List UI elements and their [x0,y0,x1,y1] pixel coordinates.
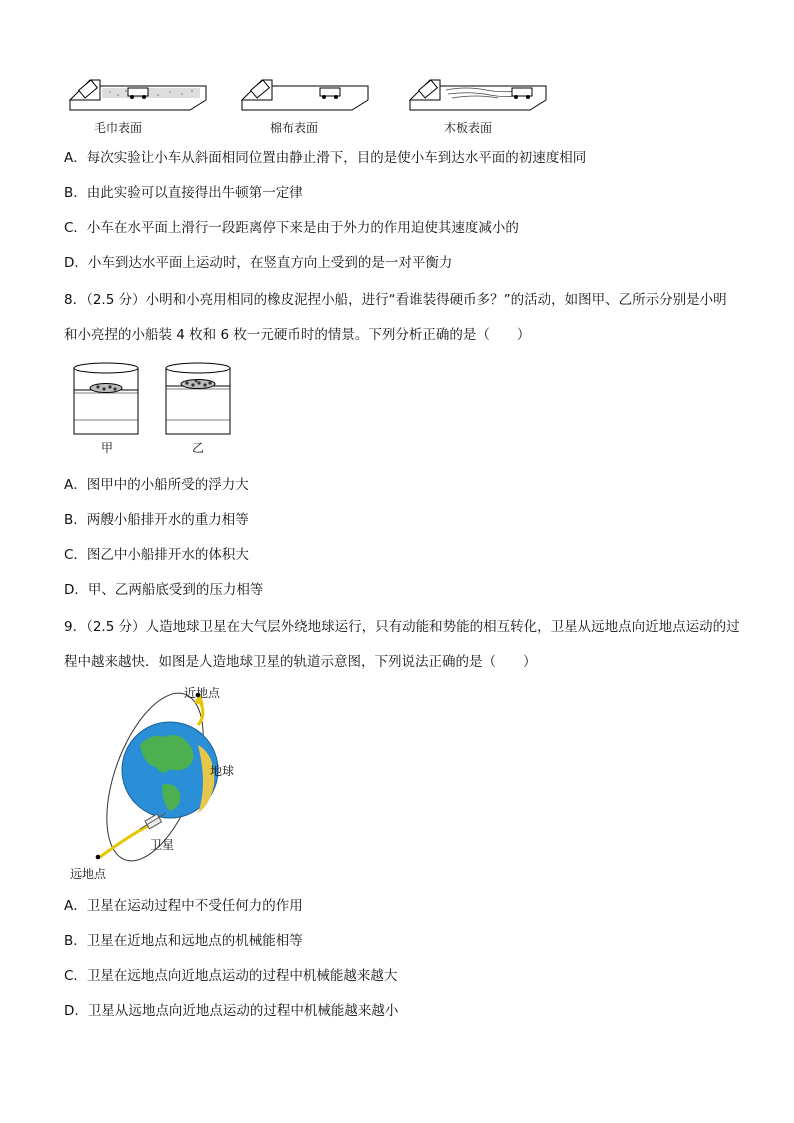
beaker-yi-figure [162,362,234,438]
label-apogee: 远地点 [70,867,107,881]
q9-option-b: B．卫星在近地点和远地点的机械能相等 [64,933,303,949]
beaker-label-jia: 甲 [101,441,114,455]
q7-option-c: C．小车在水平面上滑行一段距离停下来是由于外力的作用迫使其速度减小的 [64,220,519,236]
beaker-jia-figure [70,362,142,438]
q8-stem-line2: 和小亮捏的小船装 4 枚和 6 枚一元硬币时的情景。下列分析正确的是（ ） [64,327,531,343]
q9-option-c: C．卫星在远地点向近地点运动的过程中机械能越来越大 [64,968,398,984]
q7-option-d: D．小车到达水平面上运动时，在竖直方向上受到的是一对平衡力 [64,255,453,271]
beaker-label-yi: 乙 [192,441,205,455]
q8-option-b: B．两艘小船排开水的重力相等 [64,512,249,528]
q8-option-d: D．甲、乙两船底受到的压力相等 [64,582,264,598]
label-earth: 地球 [210,764,235,778]
label-perigee: 近地点 [184,686,221,700]
ramp-figure-wood [406,72,551,122]
ramp-figure-towel [66,72,206,122]
ramp-label-towel: 毛巾表面 [94,121,143,135]
q9-stem-line1: 9．（2.5 分）人造地球卫星在大气层外绕地球运行，只有动能和势能的相互转化，卫星从远地点向近地点运动的过 [64,619,740,635]
ramp-label-wood: 木板表面 [444,121,493,135]
q8-option-a: A．图甲中的小船所受的浮力大 [64,477,249,493]
q7-option-a: A．每次实验让小车从斜面相同位置由静止滑下，目的是使小车到达水平面的初速度相同 [64,150,587,166]
q9-option-d: D．卫星从远地点向近地点运动的过程中机械能越来越小 [64,1003,399,1019]
label-satellite: 卫星 [150,838,175,852]
q9-option-a: A．卫星在运动过程中不受任何力的作用 [64,898,303,914]
ramp-label-cotton: 棉布表面 [270,121,319,135]
ramp-figure-cotton [238,72,378,122]
q8-option-c: C．图乙中小船排开水的体积大 [64,547,249,563]
q8-stem-line1: 8．（2.5 分）小明和小亮用相同的橡皮泥捏小船，进行“看谁装得硬币多？”的活动，如图甲、乙所示分别是小明 [64,292,727,308]
q7-option-b: B．由此实验可以直接得出牛顿第一定律 [64,185,303,201]
q9-stem-line2: 程中越来越快．如图是人造地球卫星的轨道示意图，下列说法正确的是（ ） [64,654,537,670]
